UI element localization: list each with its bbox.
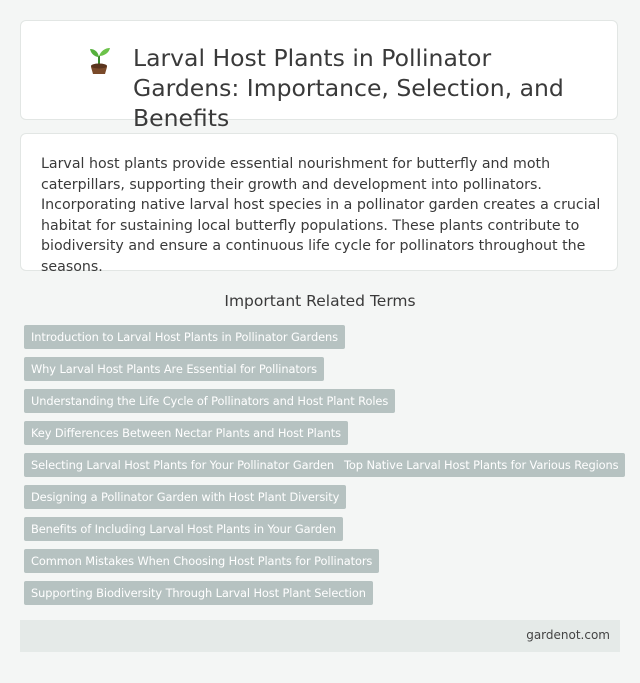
related-term-tag[interactable]: Common Mistakes When Choosing Host Plants for Pollinators — [24, 549, 379, 573]
related-term-tag[interactable]: Designing a Pollinator Garden with Host Plant Diversity — [24, 485, 346, 509]
intro-card — [20, 133, 618, 275]
related-term-tag[interactable]: Why Larval Host Plants Are Essential for Pollinators — [24, 357, 324, 381]
related-term-tag[interactable]: Supporting Biodiversity Through Larval Host Plant Selection — [24, 581, 373, 605]
related-term-tag[interactable]: Key Differences Between Nectar Plants and Host Plants — [24, 421, 348, 445]
sprout-icon — [85, 45, 113, 75]
footer-site-link[interactable]: gardenot.com — [526, 628, 610, 642]
related-term-tag[interactable]: Understanding the Life Cycle of Pollinators and Host Plant Roles — [24, 389, 395, 413]
related-term-tag[interactable]: Benefits of Including Larval Host Plants in Your Garden — [24, 517, 343, 541]
related-terms-heading: Important Related Terms — [224, 292, 416, 310]
related-term-tag[interactable]: Top Native Larval Host Plants for Various Regions — [337, 453, 625, 477]
intro-paragraph: Larval host plants provide essential nourishment for butterfly and moth caterpillars, supporting their growth and development into pollinators. Incorporating native larval host species in a pollinator garden creates a crucial habitat for sustaining local butterfly populations. These plants contribute to biodiversity and ensure a continuous life cycle for pollinators throughout the seasons. — [41, 156, 601, 275]
footer-bar — [20, 620, 620, 652]
title-card — [20, 20, 618, 132]
related-term-tag[interactable]: Selecting Larval Host Plants for Your Pollinator Garden — [24, 453, 341, 477]
related-term-tag[interactable]: Introduction to Larval Host Plants in Pollinator Gardens — [24, 325, 345, 349]
page-title: Larval Host Plants in Pollinator Gardens: Importance, Selection, and Benefits — [133, 44, 564, 132]
title-row — [85, 43, 603, 133]
